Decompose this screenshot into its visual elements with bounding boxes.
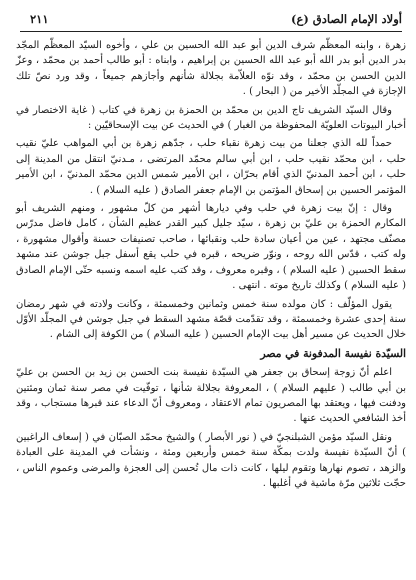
- page-number: ٢١١: [30, 12, 49, 26]
- author-note: يقول المؤلّف : كان مولده سنة خمس وثمانين وخمسمئة ، وكانت ولادته في شهر رمضان سنة إحدى عشرة وخمسمئة ، وقد تقدّمت قصّة مشهد السقط في جبل جوشن في المجلّد الأوّل خلال الحديث عن مسير أهل بيت الإمام الحسين ( عليه السلام ) من الكوفة إلى الشام .: [16, 298, 406, 341]
- paragraph: وقال : إنّ بيت زهرة في حلب وفي ديارها أشهر من كلّ مشهور ، ومنهم الشريف أبو المكارم الحمزة بن عليّ بن زهرة ، سيّد جليل كبير القدر عظيم الشأن ، كامل فاضل مدرّس مصنّف مجتهد ، عين من أعيان سادة حلب ونقبائها ، صاحب تصنيفات حسنة وأقوال مشهورة ، وله كتب ، قدّس الله روحه ، ونوّر ضريحه ، قبره في حلب يقع أسفل جبل جوشن عند مشهد سقط الحسين ( عليه السلام ) ، وقبره معروف ، وقد كتب عليه اسمه ونسبه حتّى الإمام الصادق ( عليه السلام ) وكذلك تاريخ موته . انتهى .: [16, 203, 406, 292]
- page-body: [16, 38, 406, 494]
- section-heading: السيّدة نفيسة المدفونة في مصر: [260, 346, 406, 360]
- header-divider: [20, 31, 402, 32]
- paragraph: وقال السيّد الشريف تاج الدين بن محمّد بن الحمزة بن زهرة في كتاب ( غاية الاختصار في أخبار البيوتات العلويّة المحفوظة من الغبار ) في الحديث عن بيت الإسحاقيّين :: [16, 104, 406, 132]
- paragraph: زهرة ، وابنه المعظّم شرف الدين أبو عبد الله الحسين بن علي ، وأخوه السيّد المعظّم المجّد بدر الدين أبو بدر الله أبو عبد الله الحسين بن إبراهيم ، وابناه : أبو طالب أحمد بن محمّد ، وعزّ الدين الحسن بن محمّد ، وقد نوّه العلاّمة بجلالة شأنهم وأجازهم جميعاً ، وقد ورد نصّ تلك الإجازة في المجلّد الأخير من ( البحار ) .: [16, 40, 406, 98]
- paragraph: اعلم أنّ زوجة إسحاق بن جعفر هي السيّدة نفيسة بنت الحسن بن زيد بن الحسن بن عليّ بن أبي طالب ( عليهم السلام ) ، المعروفة بجلالة شأنها ، توفّيت في مصر سنة ثمان ومئتين ودفنت فيها ، ويعتقد بها المصريون تمام الاعتقاد ، ومعروف أنّ الدعاء عند قبرها مستجاب ، وقد أخذ الشافعي الحديث عنها .: [16, 367, 406, 425]
- page-header: [30, 12, 402, 30]
- quoted-paragraph: حمداً لله الذي جعلنا من بيت زهرة نقباء حلب ، جدّهم زهرة بن أبي المواهب عليّ نقيب حلب ، ابن محمّد نقيب حلب ، ابن أبي سالم محمّد المرتضى ، مـدنيّ انتقل من المدينة إلى حلب ، ابن أحمد المدنيّ الذي أقام بحرّان ، ابن الأمير شمس الدين محمّد المدنيّ ، ابن الأمير المؤتمر الحسين بن إسحاق المؤتمن بن الإمام جعفر الصادق ( عليه السلام ) .: [16, 138, 406, 196]
- running-title: أولاد الإمام الصادق (ع): [291, 12, 402, 26]
- paragraph: ونقل السيّد مؤمن الشبلنجيّ في ( نور الأبصار ) والشيخ محمّد الصبّان في ( إسعاف الراغبين ) أنّ السيّدة نفيسة ولدت بمكّة سنة خمس وأربعين ومئة ، ونشأت في المدينة على العبادة والزهد ، تصوم نهارها وتقوم ليلها ، كانت ذات مال تُحسن إلى العجزة والمرضى وعموم الناس ، حجّت ثلاثين مرّة ماشية في أغلبها .: [16, 431, 406, 489]
